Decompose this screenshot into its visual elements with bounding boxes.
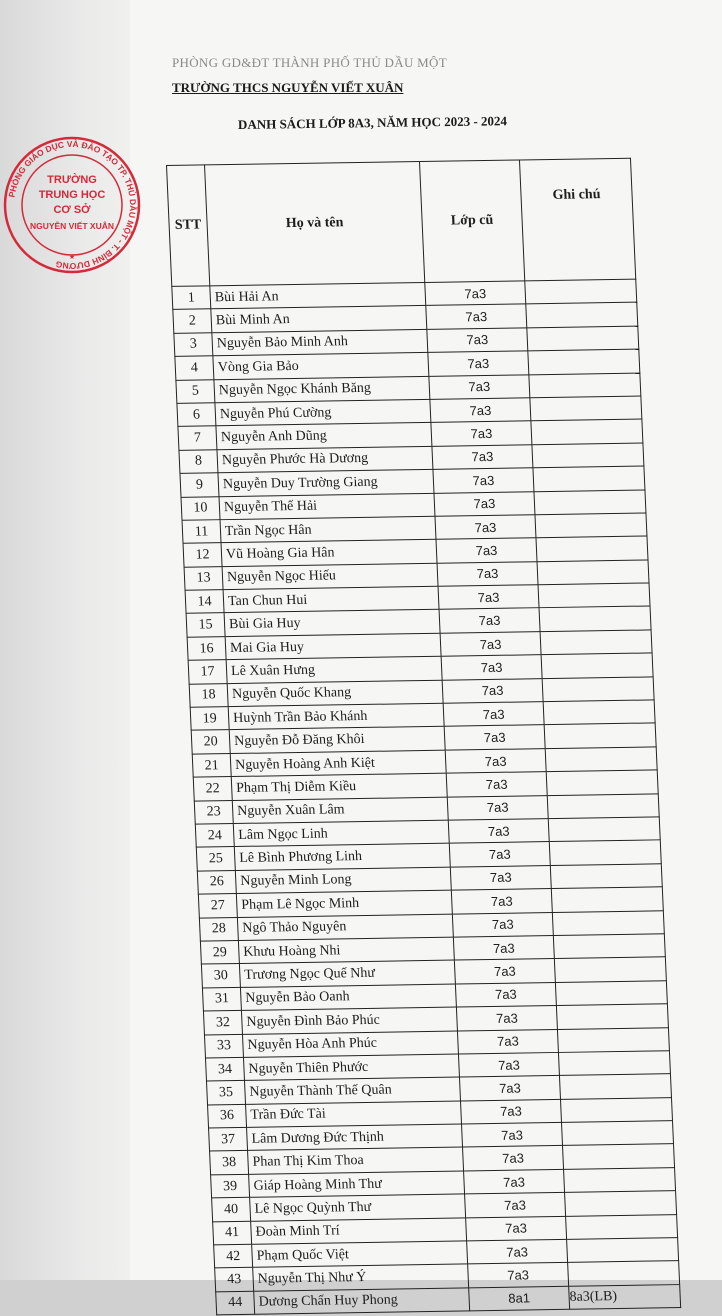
row-note (536, 536, 648, 561)
school-header: TRƯỜNG THCS NGUYỄN VIẾT XUÂN (172, 80, 404, 95)
row-student-name: Lê Xuân Hưng (226, 656, 442, 683)
row-student-name: Bùi Minh An (211, 306, 427, 333)
row-stt: 43 (215, 1268, 254, 1292)
row-old-class: 7a3 (457, 1029, 558, 1054)
row-student-name: Nguyễn Thị Như Ý (253, 1264, 469, 1291)
row-note (562, 1121, 674, 1146)
row-old-class: 7a3 (441, 655, 542, 680)
row-stt: 23 (194, 800, 233, 824)
header-old-class: Lớp cũ (419, 160, 524, 283)
row-student-name: Trần Ngọc Hân (220, 516, 436, 543)
row-student-name: Tan Chun Hui (223, 586, 439, 613)
stamp-line-4: NGUYỄN VIẾT XUÂN (29, 221, 115, 231)
row-student-name: Mai Gia Huy (225, 633, 441, 660)
stamp-line-2: TRUNG HỌC (38, 189, 106, 201)
row-note (525, 279, 637, 304)
row-stt: 36 (208, 1104, 247, 1128)
row-student-name: Nguyễn Đình Bảo Phúc (241, 1007, 457, 1034)
row-old-class: 7a3 (454, 959, 555, 984)
row-note (567, 1238, 679, 1263)
row-student-name: Phạm Quốc Việt (252, 1241, 468, 1268)
row-note (543, 700, 655, 725)
row-old-class: 7a3 (449, 842, 550, 867)
row-student-name: Nguyễn Phú Cường (215, 399, 431, 426)
row-stt: 39 (211, 1174, 250, 1198)
stamp-line-3: CƠ SỞ (53, 204, 91, 216)
row-student-name: Nguyễn Thiên Phước (243, 1054, 459, 1081)
row-student-name: Phạm Thị Diễm Kiều (231, 773, 447, 800)
row-note (551, 887, 663, 912)
row-note (548, 817, 660, 842)
row-student-name: Bùi Gia Huy (224, 610, 440, 637)
row-note (554, 957, 666, 982)
row-old-class: 7a3 (460, 1099, 561, 1124)
row-stt: 28 (199, 917, 238, 941)
row-note (553, 934, 665, 959)
row-stt: 30 (201, 964, 240, 988)
row-note (565, 1191, 677, 1216)
row-old-class: 7a3 (428, 351, 529, 376)
row-note (528, 349, 640, 374)
row-old-class: 7a3 (467, 1239, 568, 1264)
row-old-class: 7a3 (442, 678, 543, 703)
row-old-class: 7a3 (448, 819, 549, 844)
row-student-name: Huỳnh Trần Bảo Khánh (228, 703, 444, 730)
row-student-name: Khưu Hoàng Nhi (238, 937, 454, 964)
row-stt: 20 (191, 730, 230, 754)
row-note (544, 723, 656, 748)
stamp-star-icon: ★ (68, 253, 76, 261)
row-student-name: Phan Thị Kim Thoa (248, 1147, 464, 1174)
row-stt: 15 (186, 613, 225, 637)
row-note (541, 653, 653, 678)
row-old-class: 7a3 (443, 702, 544, 727)
row-student-name: Nguyễn Anh Dũng (216, 423, 432, 450)
row-old-class: 7a3 (425, 281, 526, 306)
row-note (534, 490, 646, 515)
row-stt: 17 (188, 660, 227, 684)
row-stt: 6 (177, 403, 216, 427)
row-stt: 3 (174, 333, 213, 357)
row-student-name: Nguyễn Xuân Lâm (232, 797, 448, 824)
row-student-name: Dương Chấn Huy Phong (254, 1288, 470, 1315)
row-stt: 7 (178, 426, 217, 450)
row-student-name: Bùi Hải An (210, 282, 426, 309)
row-note (556, 1004, 668, 1029)
row-old-class: 7a3 (427, 328, 528, 353)
row-old-class: 7a3 (439, 608, 540, 633)
row-stt: 26 (197, 870, 236, 894)
row-old-class: 7a3 (468, 1263, 569, 1288)
row-student-name: Nguyễn Ngọc Khánh Băng (214, 376, 430, 403)
row-note (532, 443, 644, 468)
row-old-class: 7a3 (466, 1216, 567, 1241)
row-student-name: Lê Ngọc Quỳnh Thư (250, 1194, 466, 1221)
stamp-line-1: TRƯỜNG (47, 174, 97, 186)
row-student-name: Nguyễn Thế Hải (219, 493, 435, 520)
row-stt: 32 (203, 1011, 242, 1035)
row-note (560, 1097, 672, 1122)
row-note (563, 1144, 675, 1169)
row-note (529, 373, 641, 398)
row-old-class: 7a3 (445, 748, 546, 773)
row-old-class: 7a3 (436, 538, 537, 563)
row-student-name: Nguyễn Duy Trường Giang (218, 469, 434, 496)
row-student-name: Trương Ngọc Quế Như (239, 960, 455, 987)
row-old-class: 7a3 (450, 865, 551, 890)
row-student-name: Nguyễn Phước Hà Dương (217, 446, 433, 473)
row-stt: 37 (209, 1127, 248, 1151)
row-student-name: Vũ Hoàng Gia Hân (221, 540, 437, 567)
row-note (538, 583, 650, 608)
row-stt: 19 (190, 707, 229, 731)
row-student-name: Nguyễn Hoàng Anh Kiệt (230, 750, 446, 777)
row-stt: 38 (210, 1151, 249, 1175)
row-stt: 35 (207, 1081, 246, 1105)
row-old-class: 7a3 (458, 1052, 559, 1077)
class-list-table-wrapper (166, 158, 680, 1316)
row-note (557, 1027, 669, 1052)
row-stt: 42 (214, 1244, 253, 1268)
row-stt: 25 (196, 847, 235, 871)
row-student-name: Lê Bình Phương Linh (234, 844, 450, 871)
class-list-table (166, 158, 681, 1316)
row-stt: 8 (179, 449, 218, 473)
row-student-name: Vòng Gia Bảo (213, 353, 429, 380)
row-old-class: 7a3 (463, 1146, 564, 1171)
row-old-class: 8a1 (469, 1286, 570, 1311)
row-old-class: 7a3 (465, 1193, 566, 1218)
row-old-class: 7a3 (438, 585, 539, 610)
row-old-class: 7a3 (430, 398, 531, 423)
row-student-name: Lâm Ngọc Linh (233, 820, 449, 847)
row-stt: 22 (193, 777, 232, 801)
row-student-name: Ngô Thảo Nguyên (237, 914, 453, 941)
row-stt: 34 (205, 1057, 244, 1081)
row-stt: 18 (189, 683, 228, 707)
row-student-name: Đoàn Minh Trí (251, 1218, 467, 1245)
row-stt: 41 (213, 1221, 252, 1245)
row-old-class: 7a3 (446, 772, 547, 797)
row-stt: 2 (173, 309, 212, 333)
row-stt: 13 (184, 566, 223, 590)
row-old-class: 7a3 (440, 632, 541, 657)
row-student-name: Phạm Lê Ngọc Minh (236, 890, 452, 917)
row-stt: 11 (182, 520, 221, 544)
row-note: 8a3(LB) (569, 1284, 681, 1309)
row-student-name: Nguyễn Quốc Khang (227, 680, 443, 707)
row-note (539, 606, 651, 631)
row-note (564, 1167, 676, 1192)
document-title: DANH SÁCH LỚP 8A3, NĂM HỌC 2023 - 2024 (237, 113, 508, 132)
row-note (550, 864, 662, 889)
row-student-name: Nguyễn Thành Thế Quân (245, 1077, 461, 1104)
row-old-class: 7a3 (429, 374, 530, 399)
row-stt: 12 (183, 543, 222, 567)
row-stt: 16 (187, 636, 226, 660)
row-stt: 40 (212, 1198, 251, 1222)
row-stt: 31 (202, 987, 241, 1011)
row-stt: 21 (192, 753, 231, 777)
table-body (172, 279, 681, 1315)
row-old-class: 7a3 (432, 445, 533, 470)
row-note (537, 560, 649, 585)
row-student-name: Nguyễn Hòa Anh Phúc (242, 1031, 458, 1058)
row-old-class: 7a3 (434, 491, 535, 516)
row-note (535, 513, 647, 538)
row-student-name: Nguyễn Đỗ Đăng Khôi (229, 727, 445, 754)
row-note (555, 980, 667, 1005)
row-stt: 10 (181, 496, 220, 520)
stamp-outer-text: PHÒNG GIÁO DỤC VÀ ĐÀO TẠO TP. THỦ DẦU MỘT - T. BÌNH DƯƠNG (6, 138, 139, 272)
row-old-class: 7a3 (447, 795, 548, 820)
school-seal-stamp (2, 135, 142, 275)
row-student-name: Lâm Dương Đức Thịnh (247, 1124, 463, 1151)
row-stt: 27 (198, 894, 237, 918)
row-old-class: 7a3 (431, 421, 532, 446)
header-name: Họ và tên (205, 162, 425, 286)
row-old-class: 7a3 (433, 468, 534, 493)
row-note (558, 1051, 670, 1076)
row-old-class: 7a3 (437, 561, 538, 586)
row-old-class: 7a3 (456, 1006, 557, 1031)
row-stt: 24 (195, 824, 234, 848)
row-stt: 1 (172, 286, 211, 310)
row-note (559, 1074, 671, 1099)
row-note (542, 677, 654, 702)
row-student-name: Giáp Hoàng Minh Thư (249, 1171, 465, 1198)
row-student-name: Nguyễn Minh Long (235, 867, 451, 894)
row-note (552, 910, 664, 935)
row-old-class: 7a3 (464, 1169, 565, 1194)
header-stt: STT (167, 165, 210, 287)
row-note (547, 793, 659, 818)
row-student-name: Nguyễn Bảo Minh Anh (212, 329, 428, 356)
header-note: Ghi chú (519, 158, 635, 281)
row-student-name: Nguyễn Ngọc Hiếu (222, 563, 438, 590)
row-old-class: 7a3 (452, 912, 553, 937)
row-old-class: 7a3 (462, 1122, 563, 1147)
row-old-class: 7a3 (455, 982, 556, 1007)
department-header: PHÒNG GD&ĐT THÀNH PHỐ THỦ DẦU MỘT (172, 55, 447, 70)
row-stt: 14 (185, 590, 224, 614)
row-note (545, 747, 657, 772)
row-old-class: 7a3 (451, 889, 552, 914)
table-header-row (167, 158, 636, 286)
row-old-class: 7a3 (435, 515, 536, 540)
row-old-class: 7a3 (453, 935, 554, 960)
row-old-class: 7a3 (459, 1076, 560, 1101)
row-note (566, 1214, 678, 1239)
row-old-class: 7a3 (444, 725, 545, 750)
row-stt: 4 (175, 356, 214, 380)
row-stt: 5 (176, 379, 215, 403)
row-note (531, 419, 643, 444)
row-student-name: Nguyễn Bảo Oanh (240, 984, 456, 1011)
row-stt: 33 (204, 1034, 243, 1058)
row-note (549, 840, 661, 865)
row-stt: 9 (180, 473, 219, 497)
row-old-class: 7a3 (426, 304, 527, 329)
row-note (527, 326, 639, 351)
row-note (526, 303, 638, 328)
row-note (540, 630, 652, 655)
row-note (533, 466, 645, 491)
row-note (546, 770, 658, 795)
row-stt: 29 (200, 940, 239, 964)
row-stt: 44 (216, 1291, 255, 1315)
row-student-name: Trần Đức Tài (246, 1101, 462, 1128)
row-note (568, 1261, 680, 1286)
row-note (530, 396, 642, 421)
